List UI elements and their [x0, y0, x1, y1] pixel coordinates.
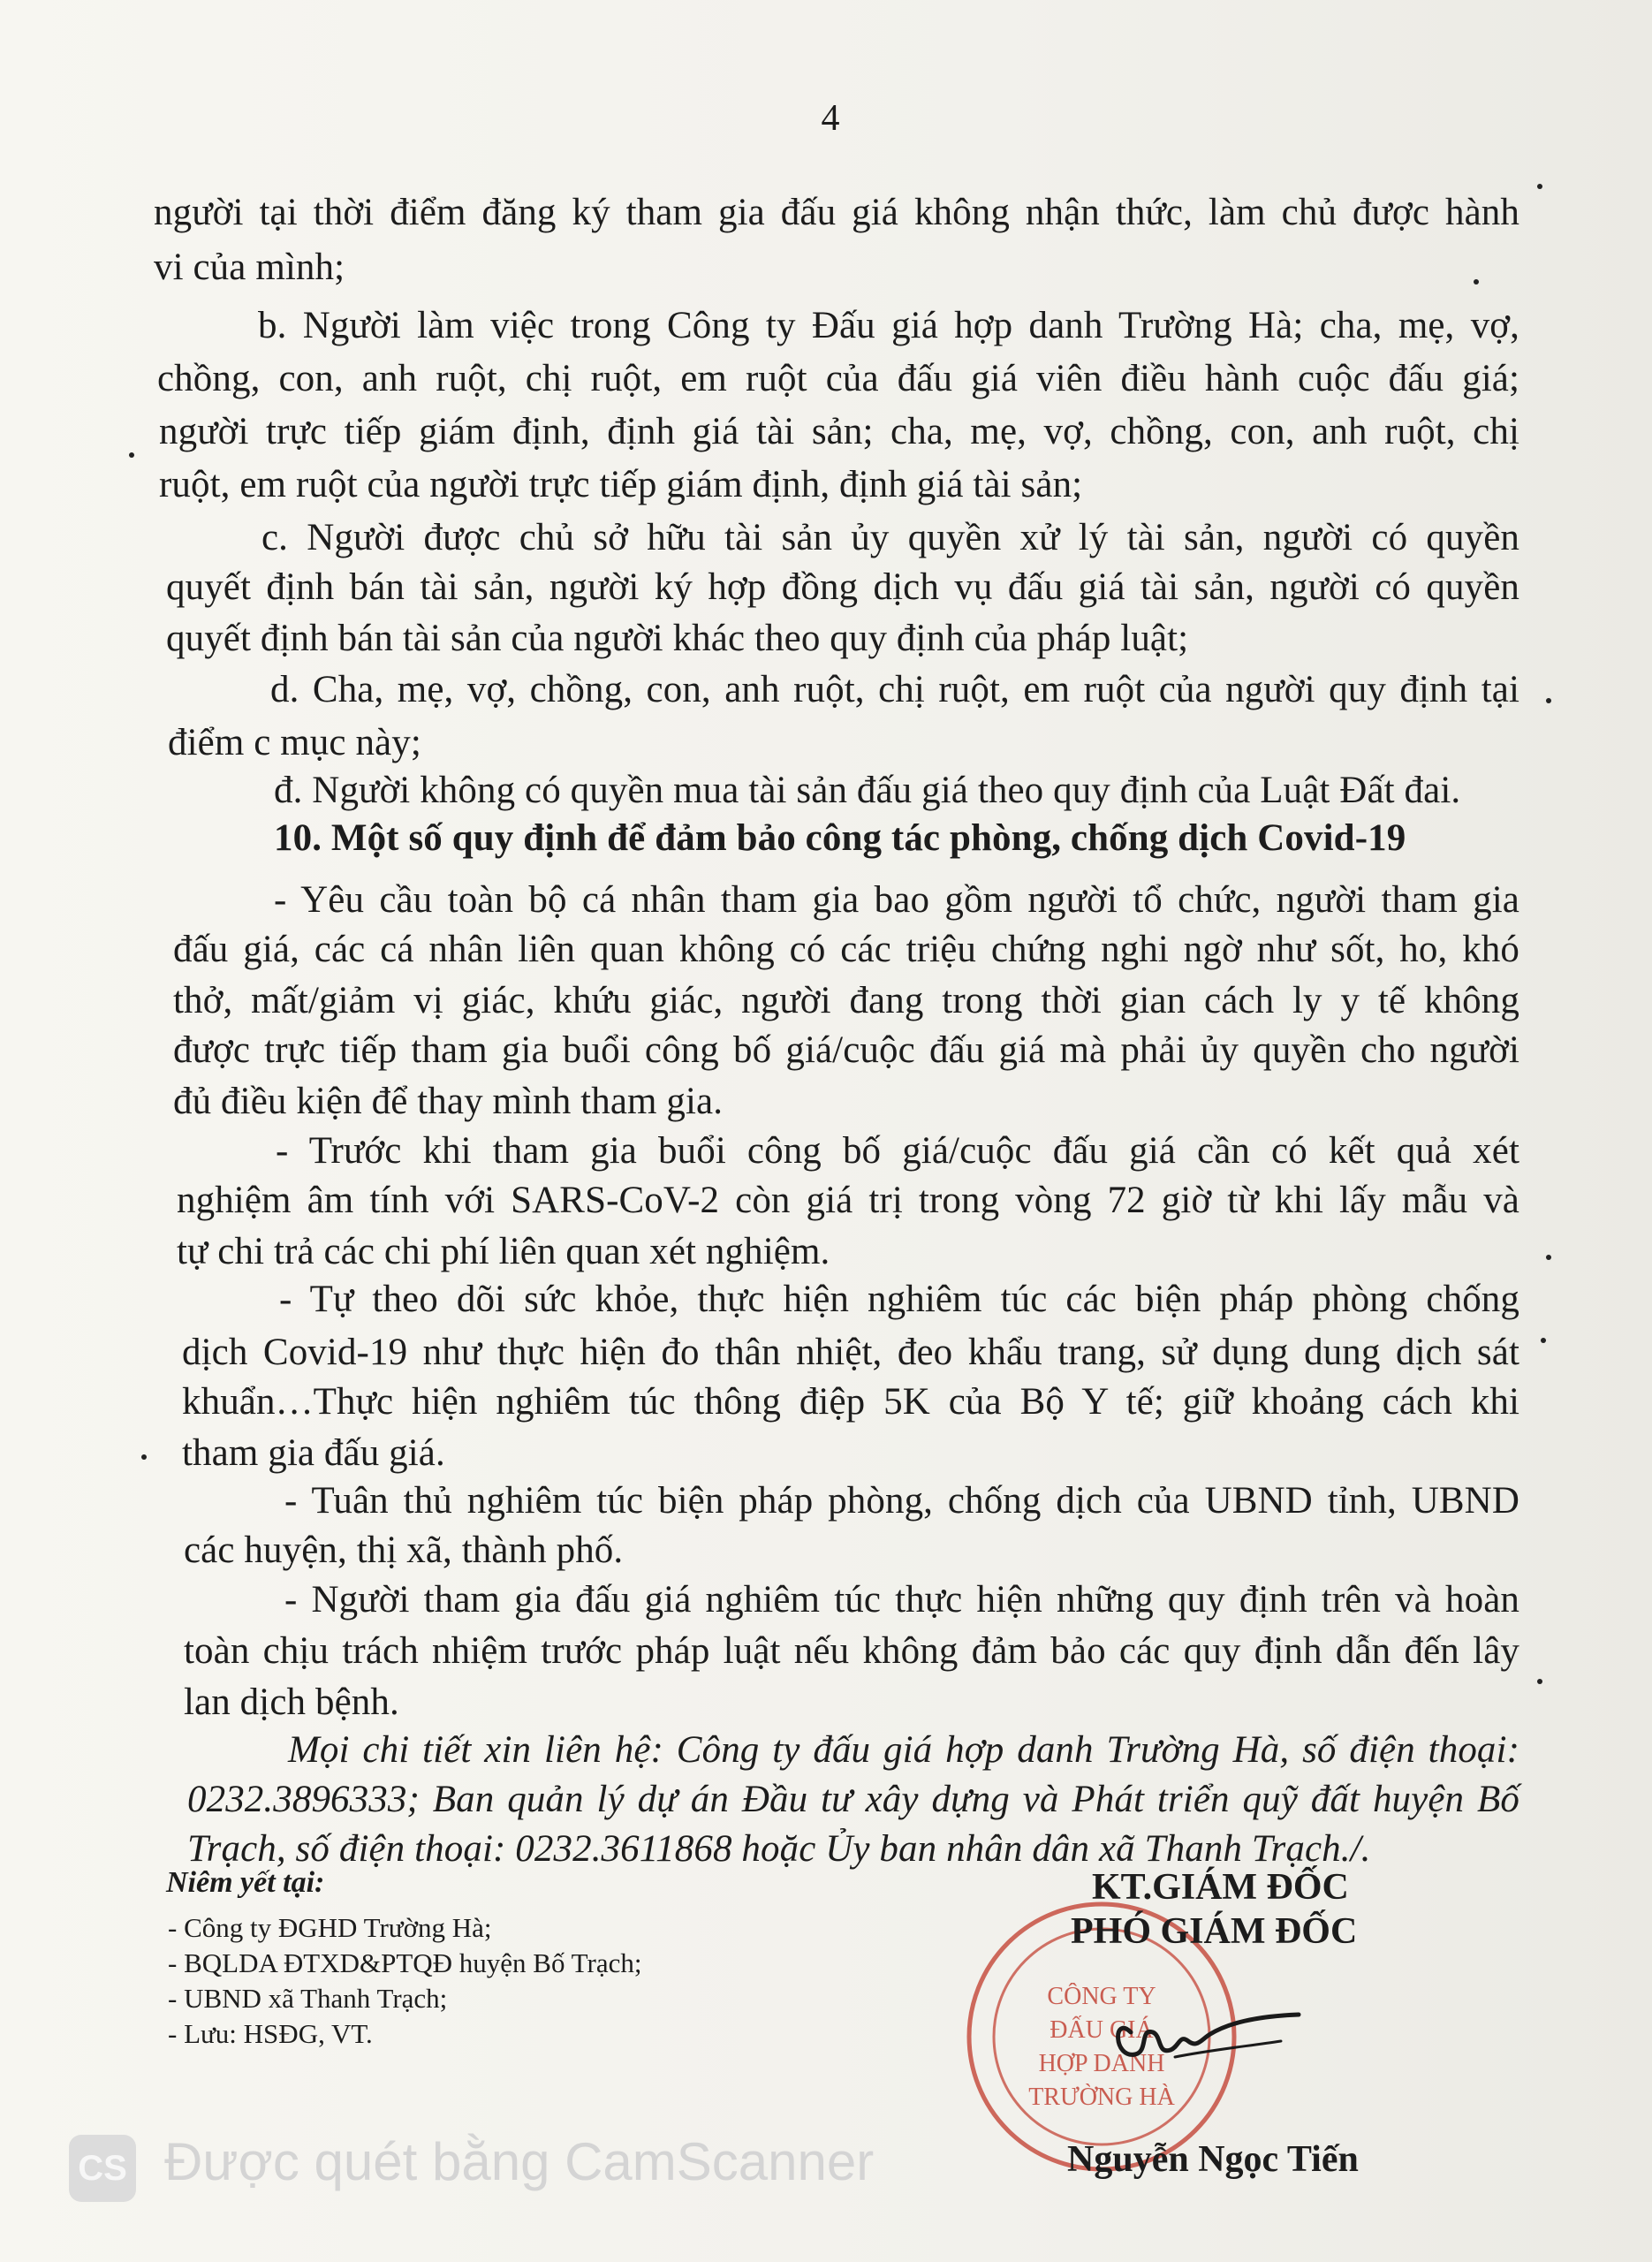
body-line: thở, mất/giảm vị giác, khứu giác, người đang trong thời gian cách ly y tế không — [173, 980, 1519, 1021]
signature-subtitle: PHÓ GIÁM ĐỐC — [1071, 1911, 1358, 1952]
body-line: chồng, con, anh ruột, chị ruột, em ruột của đấu giá viên điều hành cuộc đấu giá; — [157, 358, 1519, 399]
body-line: tự chi trả các chi phí liên quan xét nghiệm. — [177, 1231, 830, 1272]
notice-item: - UBND xã Thanh Trạch; — [168, 1983, 448, 2014]
body-line: đủ điều kiện để thay mình tham gia. — [173, 1081, 724, 1122]
page-number: 4 — [821, 98, 840, 139]
contact-line: Mọi chi tiết xin liên hệ: Công ty đấu giá hợp danh Trường Hà, số điện thoại: — [288, 1729, 1519, 1771]
scan-speck — [1537, 1679, 1542, 1684]
body-line: người tại thời điểm đăng ký tham gia đấu giá không nhận thức, làm chủ được hành — [154, 192, 1519, 233]
notice-item: - Công ty ĐGHD Trường Hà; — [168, 1912, 492, 1943]
body-line: đ. Người không có quyền mua tài sản đấu giá theo quy định của Luật Đất đai. — [274, 770, 1461, 811]
body-line: - Tự theo dõi sức khỏe, thực hiện nghiêm túc các biện pháp phòng chống — [279, 1279, 1519, 1320]
body-line: tham gia đấu giá. — [182, 1432, 445, 1474]
body-line: các huyện, thị xã, thành phố. — [184, 1530, 624, 1571]
handwritten-signature — [1095, 1979, 1307, 2076]
contact-line: Trạch, số điện thoại: 0232.3611868 hoặc Ủy ban nhân dân xã Thanh Trạch./. — [187, 1828, 1371, 1870]
scan-speck — [129, 452, 134, 458]
body-line: lan dịch bệnh. — [184, 1681, 399, 1723]
body-line: được trực tiếp tham gia buổi công bố giá/cuộc đấu giá mà phải ủy quyền cho người — [173, 1029, 1519, 1071]
body-line: - Trước khi tham gia buổi công bố giá/cuộc đấu giá cần có kết quả xét — [276, 1130, 1519, 1172]
body-line: nghiệm âm tính với SARS-CoV-2 còn giá trị trong vòng 72 giờ từ khi lấy mẫu và — [177, 1180, 1519, 1221]
signature-title: KT.GIÁM ĐỐC — [1092, 1867, 1349, 1908]
scan-speck — [1541, 1338, 1546, 1343]
scan-speck — [1537, 184, 1542, 189]
stamp-text: HỢP DANH — [1038, 2050, 1165, 2077]
body-line: - Người tham gia đấu giá nghiêm túc thực hiện những quy định trên và hoàn — [284, 1579, 1519, 1621]
notice-item: - BQLDA ĐTXD&PTQĐ huyện Bố Trạch; — [168, 1947, 642, 1978]
notice-title: Niêm yết tại: — [166, 1866, 325, 1899]
body-line: - Yêu cầu toàn bộ cá nhân tham gia bao gồm người tổ chức, người tham gia — [274, 879, 1519, 921]
body-line: đấu giá, các cá nhân liên quan không có các triệu chứng nghi ngờ như sốt, ho, khó — [173, 929, 1519, 970]
contact-line: 0232.3896333; Ban quản lý dự án Đầu tư xây dựng và Phát triển quỹ đất huyện Bố — [187, 1779, 1519, 1820]
body-line: - Tuân thủ nghiêm túc biện pháp phòng, chống dịch của UBND tỉnh, UBND — [284, 1480, 1519, 1522]
stamp-text: ĐẤU GIÁ — [1050, 2016, 1154, 2044]
body-line: d. Cha, mẹ, vợ, chồng, con, anh ruột, chị ruột, em ruột của người quy định tại — [270, 669, 1519, 710]
scan-speck — [141, 1454, 147, 1460]
camscanner-watermark: Được quét bằng CamScanner — [164, 2132, 875, 2191]
stamp-text: TRƯỜNG HÀ — [1028, 2084, 1175, 2111]
stamp-text: CÔNG TY — [1047, 1983, 1156, 2010]
body-line: quyết định bán tài sản, người ký hợp đồng dịch vụ đấu giá tài sản, người có quyền — [166, 566, 1519, 608]
scan-speck — [1546, 1255, 1551, 1260]
scan-speck — [1474, 279, 1479, 285]
body-line: c. Người được chủ sở hữu tài sản ủy quyền xử lý tài sản, người có quyền — [261, 517, 1519, 558]
scan-speck — [1546, 698, 1551, 703]
camscanner-logo: CS — [69, 2135, 136, 2202]
body-line: quyết định bán tài sản của người khác theo quy định của pháp luật; — [166, 618, 1189, 659]
body-line: vi của mình; — [154, 247, 345, 288]
section-heading: 10. Một số quy định để đảm bảo công tác phòng, chống dịch Covid-19 — [274, 817, 1406, 859]
notice-item: - Lưu: HSĐG, VT. — [168, 2018, 373, 2049]
body-line: b. Người làm việc trong Công ty Đấu giá hợp danh Trường Hà; cha, mẹ, vợ, — [258, 305, 1519, 346]
body-line: ruột, em ruột của người trực tiếp giám định, định giá tài sản; — [159, 464, 1083, 505]
signer-name: Nguyễn Ngọc Tiến — [1067, 2139, 1359, 2180]
body-line: điểm c mục này; — [168, 722, 421, 763]
body-line: toàn chịu trách nhiệm trước pháp luật nếu không đảm bảo các quy định dẫn đến lây — [184, 1630, 1519, 1672]
body-line: khuẩn…Thực hiện nghiêm túc thông điệp 5K của Bộ Y tế; giữ khoảng cách khi — [182, 1381, 1519, 1423]
body-line: dịch Covid-19 như thực hiện đo thân nhiệt, đeo khẩu trang, sử dụng dung dịch sát — [182, 1332, 1519, 1373]
body-line: người trực tiếp giám định, định giá tài sản; cha, mẹ, vợ, chồng, con, anh ruột, chị — [159, 411, 1519, 452]
